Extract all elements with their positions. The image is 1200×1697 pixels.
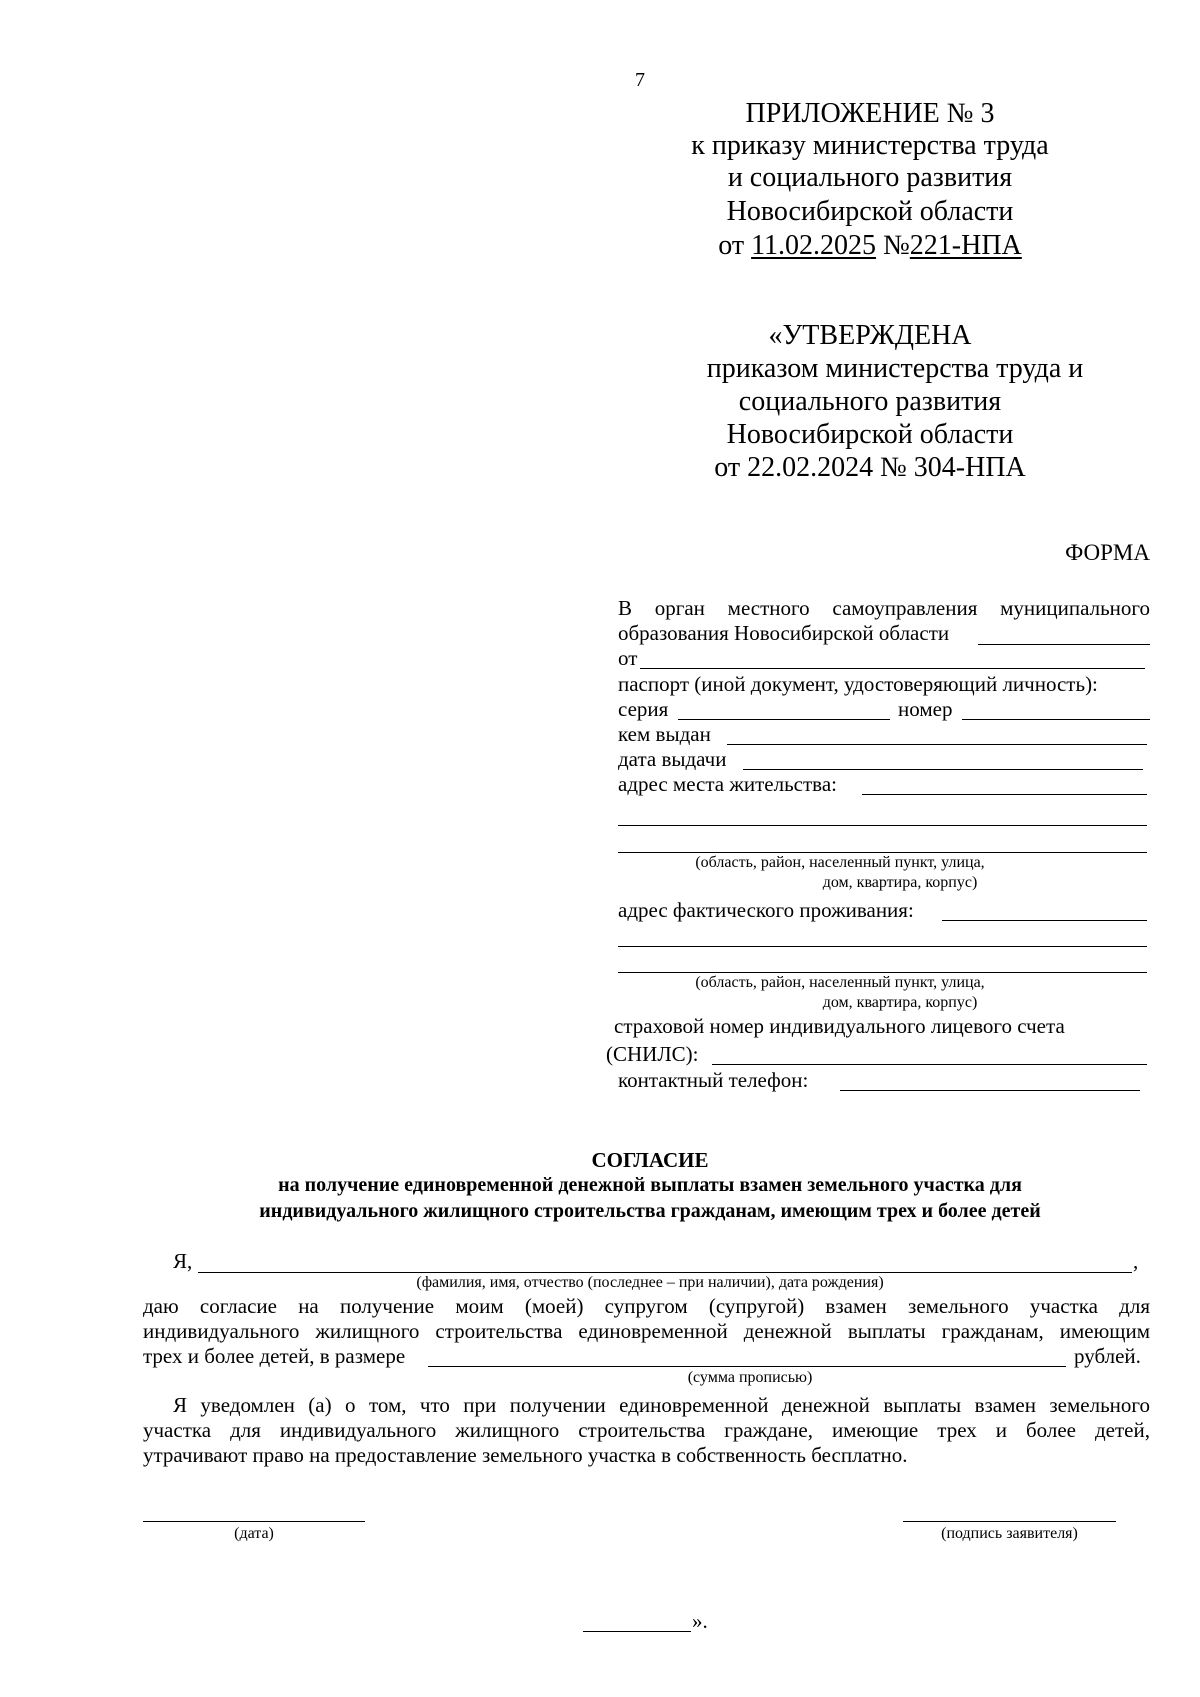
- signature-hint: (подпись заявителя): [941, 1525, 1078, 1542]
- appendix-date-line: [660, 230, 1080, 262]
- addressee-line2: образования Новосибирской области: [618, 621, 950, 645]
- appendix-date: 11.02.2025: [751, 230, 877, 261]
- series-label: серия: [618, 697, 669, 721]
- residence-field-line: [862, 794, 1147, 795]
- residence-hint-2: дом, квартира, корпус): [822, 874, 978, 891]
- appendix-title: ПРИЛОЖЕНИЕ № 3: [745, 98, 995, 129]
- approved-line2: социального развития: [738, 386, 1002, 417]
- actual-residence-hint-2: дом, квартира, корпус): [822, 994, 978, 1011]
- residence-hint-1: (область, район, населенный пункт, улица,: [695, 854, 985, 871]
- actual-residence-field-line-2: [618, 946, 1147, 947]
- passport-label: паспорт (иной документ, удостоверяющий личность):: [618, 672, 1098, 696]
- municipality-field-line: [978, 644, 1150, 645]
- consent-para1-line2: индивидуального жилищного строительства единовременной денежной выплаты гражданам, имеющим: [143, 1319, 1150, 1343]
- consent-para1-line3: трех и более детей, в размере: [143, 1344, 406, 1368]
- series-field-line: [678, 719, 890, 720]
- i-prefix: Я,: [173, 1249, 193, 1273]
- appendix-line3: Новосибирской области: [726, 196, 1014, 227]
- consent-para2-line2: участка для индивидуального жилищного строительства граждане, имеющие трех и более детей,: [143, 1418, 1150, 1442]
- signature-field-line: [903, 1521, 1116, 1522]
- page-number: 7: [635, 69, 645, 91]
- fio-hint: (фамилия, имя, отчество (последнее – при наличии), дата рождения): [416, 1274, 884, 1291]
- number-label: номер: [898, 697, 953, 721]
- issued-by-label: кем выдан: [618, 722, 711, 746]
- addressee-line1: В орган местного самоуправления муниципального: [618, 596, 1150, 620]
- consent-para2-line3: утрачивают право на предоставление земельного участка в собственность бесплатно.: [143, 1443, 908, 1467]
- snils-label-2: (СНИЛС):: [606, 1042, 699, 1066]
- approved-line4: от 22.02.2024 № 304-НПА: [714, 452, 1026, 483]
- sum-field-line: [428, 1366, 1066, 1367]
- residence-label: адрес места жительства:: [618, 772, 837, 796]
- consent-subtitle-2: индивидуального жилищного строительства гражданам, имеющим трех и более детей: [259, 1200, 1041, 1222]
- issue-date-field-line: [743, 769, 1143, 770]
- date-hint: (дата): [234, 1525, 274, 1542]
- approved-line3: Новосибирской области: [726, 419, 1014, 450]
- consent-subtitle-1: на получение единовременной денежной выплаты взамен земельного участка для: [278, 1174, 1022, 1196]
- consent-para2-line1: Я уведомлен (а) о том, что при получении единовременной денежной выплаты взамен земельного: [173, 1393, 1150, 1417]
- appendix-line1: к приказу министерства труда: [691, 130, 1049, 161]
- actual-residence-hint-1: (область, район, населенный пункт, улица,: [695, 974, 985, 991]
- appendix-date-prefix: от: [718, 230, 745, 261]
- consent-title: СОГЛАСИЕ: [591, 1148, 709, 1172]
- actual-residence-field-line: [942, 920, 1147, 921]
- snils-label-1: страховой номер индивидуального лицевого счета: [614, 1014, 1065, 1038]
- from-field-line: [640, 668, 1145, 669]
- phone-field-line: [840, 1090, 1140, 1091]
- appendix-number: 221-НПА: [909, 230, 1022, 261]
- from-label: от: [618, 646, 638, 670]
- form-label: ФОРМА: [1065, 540, 1150, 565]
- approved-line1: приказом министерства труда и: [706, 353, 1084, 384]
- date-field-line: [143, 1521, 365, 1522]
- actual-residence-label: адрес фактического проживания:: [618, 898, 914, 922]
- phone-label: контактный телефон:: [618, 1068, 809, 1092]
- number-field-line: [962, 719, 1150, 720]
- snils-field-line: [712, 1064, 1147, 1065]
- closing-quote: ».: [692, 1609, 708, 1633]
- appendix-number-prefix: №: [883, 230, 910, 261]
- sum-hint: (сумма прописью): [687, 1369, 813, 1386]
- issue-date-label: дата выдачи: [618, 747, 727, 771]
- i-suffix: ,: [1133, 1249, 1139, 1273]
- appendix-line2: и социального развития: [727, 162, 1013, 193]
- rubles-label: рублей.: [1074, 1344, 1141, 1368]
- residence-field-line-2: [618, 825, 1147, 826]
- closing-line: [583, 1631, 691, 1632]
- issued-by-field-line: [727, 744, 1147, 745]
- consent-para1-line1: даю согласие на получение моим (моей) супругом (супругой) взамен земельного участка для: [143, 1294, 1150, 1318]
- approved-title: «УТВЕРЖДЕНА: [768, 320, 972, 351]
